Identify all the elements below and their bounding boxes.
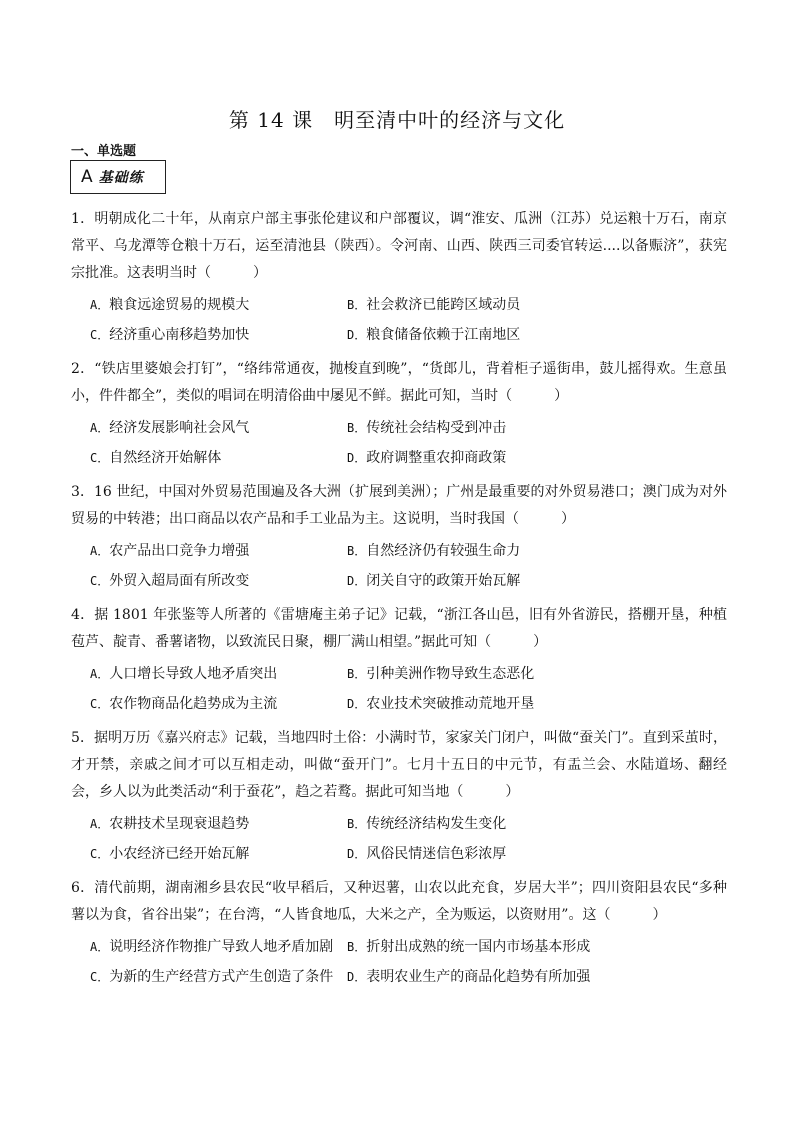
option-text: 农耕技术呈现衰退趋势 <box>109 816 250 832</box>
option-text: 闭关自守的政策开始瓦解 <box>366 573 521 589</box>
option-text: 传统社会结构受到冲击 <box>366 420 507 436</box>
option-letter: A． <box>90 298 110 312</box>
option-d[interactable] <box>347 839 747 869</box>
option-letter: B． <box>347 421 367 435</box>
option-b[interactable] <box>347 932 747 962</box>
option-text: 引种美洲作物导致生态恶化 <box>366 666 535 682</box>
option-d[interactable] <box>347 689 747 719</box>
question-6 <box>71 875 727 992</box>
option-text: 表明农业生产的商品化趋势有所加强 <box>366 969 591 985</box>
option-letter: C． <box>90 847 110 861</box>
option-letter: C． <box>90 697 110 711</box>
option-letter: C． <box>90 451 110 465</box>
option-a[interactable] <box>90 413 347 443</box>
option-letter: C． <box>90 970 110 984</box>
question-stem: 3．16 世纪，中国对外贸易范围遍及各大洲（扩展到美洲）；广州是最重要的对外贸易港口；澳门成为对外贸易的中转港；出口商品以农产品和手工业品为主。这说明，当时我国（ ） <box>71 484 727 527</box>
option-a[interactable] <box>90 659 347 689</box>
option-text: 自然经济开始解体 <box>109 450 222 466</box>
option-text: 人口增长导致人地矛盾突出 <box>109 666 278 682</box>
option-d[interactable] <box>347 320 747 350</box>
question-3 <box>71 479 727 596</box>
option-a[interactable] <box>90 932 347 962</box>
option-text: 经济发展影响社会风气 <box>109 420 250 436</box>
options-grid <box>90 659 727 719</box>
option-c[interactable] <box>90 566 347 596</box>
page-title: 第 14 课 明至清中叶的经济与文化 <box>228 108 566 132</box>
badge-text: 基础练 <box>98 170 144 186</box>
question-5 <box>71 725 727 869</box>
option-letter: C． <box>90 328 110 342</box>
option-letter: B． <box>347 940 367 954</box>
options-grid <box>90 932 727 992</box>
question-2 <box>71 356 727 473</box>
option-b[interactable] <box>347 413 747 443</box>
options-grid <box>90 290 727 350</box>
option-letter: A． <box>90 421 110 435</box>
option-text: 粮食储备依赖于江南地区 <box>366 327 521 343</box>
option-letter: D． <box>347 970 367 984</box>
option-text: 社会救济已能跨区域动员 <box>366 297 521 313</box>
options-grid <box>90 809 727 869</box>
option-text: 外贸入超局面有所改变 <box>109 573 250 589</box>
option-c[interactable] <box>90 839 347 869</box>
option-letter: A． <box>90 940 110 954</box>
option-b[interactable] <box>347 536 747 566</box>
question-stem: 2．“铁店里婆娘会打钉”，“络纬常通夜，抛梭直到晚”，“货郎儿，背着柜子遥街串，鼓儿摇得欢。生意虽小，件件都全”，类似的唱词在明清俗曲中屡见不鲜。据此可知，当时（ ） <box>71 361 727 404</box>
section-heading: 一、单选题 <box>71 144 137 159</box>
option-d[interactable] <box>347 566 747 596</box>
question-1 <box>71 206 727 350</box>
option-c[interactable] <box>90 443 347 473</box>
level-badge <box>70 160 166 194</box>
option-a[interactable] <box>90 536 347 566</box>
question-stem: 6．清代前期，湖南湘乡县农民“收早稻后，又种迟薯，山农以此充食，岁居大半”；四川资阳县农民“多种薯以为食，省谷出粜”；在台湾，“人皆食地瓜，大米之产，全为贩运，以资财用”。这（ ） <box>71 880 727 923</box>
option-d[interactable] <box>347 962 747 992</box>
option-text: 粮食远途贸易的规模大 <box>109 297 250 313</box>
option-letter: B． <box>347 544 367 558</box>
option-letter: D． <box>347 328 367 342</box>
option-letter: D． <box>347 697 367 711</box>
question-stem: 5．据明万历《嘉兴府志》记载，当地四时土俗：小满时节，家家关门闭户，叫做“蚕关门”。直到采茧时，才开禁，亲戚之间才可以互相走动，叫做“蚕开门”。七月十五日的中元节，有盂兰会、水陆道场、翻经会，乡人以为此类活动“利于蚕花”，趋之若鹜。据此可知当地（ ） <box>71 730 727 800</box>
option-letter: C． <box>90 574 110 588</box>
option-letter: A． <box>90 667 110 681</box>
option-b[interactable] <box>347 290 747 320</box>
badge-letter: A <box>81 167 93 187</box>
option-a[interactable] <box>90 809 347 839</box>
option-text: 为新的生产经营方式产生创造了条件 <box>109 969 334 985</box>
option-text: 农作物商品化趋势成为主流 <box>109 696 278 712</box>
question-list <box>71 206 727 998</box>
option-text: 农业技术突破推动荒地开垦 <box>366 696 535 712</box>
option-c[interactable] <box>90 320 347 350</box>
options-grid <box>90 536 727 596</box>
option-text: 自然经济仍有较强生命力 <box>366 543 521 559</box>
option-letter: B． <box>347 667 367 681</box>
option-b[interactable] <box>347 809 747 839</box>
option-letter: D． <box>347 847 367 861</box>
option-letter: B． <box>347 817 367 831</box>
option-text: 折射出成熟的统一国内市场基本形成 <box>366 939 591 955</box>
option-text: 农产品出口竞争力增强 <box>109 543 250 559</box>
option-text: 说明经济作物推广导致人地矛盾加剧 <box>109 939 334 955</box>
option-text: 经济重心南移趋势加快 <box>109 327 250 343</box>
options-grid <box>90 413 727 473</box>
question-stem: 4．据 1801 年张鉴等人所著的《雷塘庵主弟子记》记载，“浙江各山邑，旧有外省游民，搭棚开垦，种植苞芦、靛青、番薯诸物，以致流民日聚，棚厂满山相望。”据此可知（ ） <box>71 607 727 650</box>
option-d[interactable] <box>347 443 747 473</box>
option-text: 传统经济结构发生变化 <box>366 816 507 832</box>
option-letter: A． <box>90 544 110 558</box>
option-a[interactable] <box>90 290 347 320</box>
option-letter: A． <box>90 817 110 831</box>
option-b[interactable] <box>347 659 747 689</box>
option-text: 政府调整重农抑商政策 <box>366 450 507 466</box>
option-text: 风俗民情迷信色彩浓厚 <box>366 846 507 862</box>
option-letter: D． <box>347 574 367 588</box>
question-stem: 1．明朝成化二十年，从南京户部主事张伦建议和户部覆议，调“淮安、瓜洲（江苏）兑运粮十万石，南京常平、乌龙潭等仓粮十万石，运至清池县（陕西）。令河南、山西、陕西三司委官转运....以备赈济”，获宪宗批准。这表明当时（ ） <box>71 211 727 281</box>
option-letter: D． <box>347 451 367 465</box>
option-c[interactable] <box>90 962 347 992</box>
option-letter: B． <box>347 298 367 312</box>
question-4 <box>71 602 727 719</box>
option-text: 小农经济已经开始瓦解 <box>109 846 250 862</box>
option-c[interactable] <box>90 689 347 719</box>
